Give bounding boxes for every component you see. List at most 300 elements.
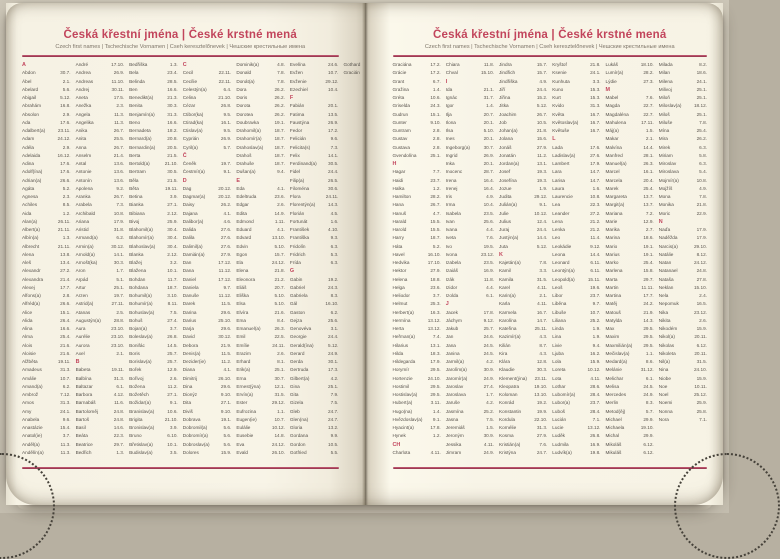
first-name: Magdaléna	[605, 111, 629, 117]
name-day-entry	[22, 441, 71, 449]
name-day-entry	[499, 342, 547, 350]
first-name: Jáchym	[445, 317, 462, 323]
name-day-date: 17.6.	[590, 144, 601, 150]
first-name: Noel	[658, 392, 669, 397]
name-day-entry	[183, 168, 232, 176]
name-day-entry	[129, 94, 178, 102]
first-name: Julie	[499, 210, 509, 216]
first-name: Dina	[182, 383, 193, 389]
name-day-entry	[393, 408, 441, 416]
name-day-date: 26.9.	[483, 152, 494, 158]
name-day-date: 7.8.	[539, 260, 548, 265]
name-day-date: 6.1.	[486, 293, 494, 298]
name-day-date: 13.7.	[643, 194, 654, 199]
name-day-date: 5.2.	[62, 185, 71, 191]
name-day-date: 11.7.	[167, 276, 178, 282]
name-day-entry	[129, 234, 178, 242]
first-name: Klement(ýna)	[499, 375, 527, 381]
name-day-date: 21.6.	[274, 309, 285, 315]
first-name: Ivona	[445, 251, 458, 257]
name-day-entry	[393, 366, 441, 374]
name-day-date: 27.11.	[111, 301, 125, 307]
name-day-date: 9.5.	[223, 128, 232, 133]
name-day-date: 4.9.	[486, 194, 494, 199]
name-day-entry	[659, 325, 707, 333]
name-day-date: 27.1.	[220, 400, 232, 406]
name-day-entry	[236, 185, 285, 193]
first-name: Heliodor	[392, 293, 410, 298]
first-name: Gothard	[343, 62, 361, 67]
name-day-entry	[659, 111, 707, 119]
name-day-entry	[499, 350, 547, 358]
first-name: Dušan(a)	[236, 169, 256, 175]
first-name: Jaroslav	[445, 383, 464, 389]
name-day-entry	[129, 350, 178, 358]
name-day-date: 16.4.	[483, 185, 494, 191]
first-name: Dimitrij	[182, 375, 198, 381]
first-name: Kvido	[552, 103, 564, 109]
name-day-date: 1.1.	[645, 350, 654, 356]
name-day-entry	[290, 210, 339, 218]
first-name: Leopold(a)	[552, 276, 575, 282]
first-name: Lola	[552, 359, 562, 364]
name-day-date: 9.4.	[592, 342, 601, 348]
first-name: Jasna	[445, 416, 459, 422]
name-day-entry	[76, 127, 125, 135]
first-name: Bernadeta	[129, 128, 151, 133]
name-day-entry	[393, 135, 441, 143]
name-day-date: 4.9.	[539, 78, 548, 84]
name-day-date: 4.11.	[537, 301, 548, 307]
first-name: Irma	[445, 202, 456, 208]
name-day-entry	[22, 177, 71, 185]
first-name: Miriam	[658, 152, 673, 158]
name-day-date: 16.3.	[430, 309, 441, 315]
name-day-entry	[290, 309, 339, 317]
first-name: Malvína	[605, 144, 622, 150]
first-name: Mečislav(a)	[605, 350, 630, 356]
name-day-date: 25.1.	[274, 367, 285, 373]
name-day-entry	[606, 127, 654, 135]
first-name: Liliana	[552, 317, 566, 323]
name-day-entry	[22, 210, 71, 218]
name-day-date: 17.8.	[430, 425, 441, 430]
name-day-entry	[236, 119, 285, 127]
name-day-entry	[606, 276, 654, 284]
first-name: Anabela	[22, 416, 40, 422]
first-name: Dalimil(a)	[182, 243, 203, 249]
name-day-date: 5.8.	[699, 152, 707, 158]
name-day-date: 17.12.	[218, 260, 232, 265]
name-day-date: 26.8.	[590, 433, 601, 439]
name-day-entry	[22, 201, 71, 209]
name-day-date: 20.4.	[643, 177, 654, 183]
name-day-date: 17.10.	[111, 62, 125, 67]
first-name: Jaroslava	[445, 392, 466, 397]
name-day-entry	[22, 333, 71, 341]
name-day-date: 23.7.	[430, 177, 441, 183]
first-name: Abelard	[22, 86, 39, 92]
name-day-entry	[76, 333, 125, 341]
name-day-date: 1.9.	[592, 326, 601, 331]
first-name: Drahuše	[236, 161, 255, 166]
first-name: Loreta	[552, 367, 566, 373]
name-day-date: 24.6.	[328, 62, 339, 67]
name-day-entry	[552, 276, 600, 284]
first-name: Darja	[182, 326, 194, 331]
name-day-date: 29.5.	[430, 383, 441, 389]
first-name: Mikoláš	[605, 441, 622, 447]
name-day-date: 21.6.	[60, 350, 71, 356]
name-day-entry	[552, 317, 600, 325]
name-day-date: 18.7.	[274, 128, 285, 133]
first-name: Metod(ěj)	[605, 408, 626, 414]
name-day-date: 30.12.	[218, 334, 232, 340]
name-day-date: 5.7.	[223, 144, 232, 150]
first-name: Juta	[499, 243, 508, 249]
name-day-date: 29.10.	[693, 243, 707, 249]
name-day-date: 11.12.	[218, 268, 232, 274]
name-day-entry	[552, 432, 600, 440]
name-day-date: 4.6.	[223, 218, 232, 224]
name-day-date: 25.7.	[167, 350, 178, 356]
name-day-entry	[236, 251, 285, 259]
name-day-entry	[236, 358, 285, 366]
header-rule	[393, 55, 708, 57]
first-name: Konrád	[499, 400, 515, 406]
first-name: Jakub	[445, 326, 459, 331]
name-day-date: 31.8.	[113, 227, 125, 232]
first-name: Melichar	[605, 375, 624, 381]
first-name: Hubert(a)	[392, 400, 413, 406]
name-day-entry	[236, 276, 285, 284]
page-subtitle: Czech first names | Tschechische Vornamen | Cseh keresztelőnevek | Чешские крестильные имена	[55, 44, 306, 50]
name-day-date: 2.4.	[699, 293, 707, 298]
first-name: Bedřiška	[129, 62, 148, 67]
first-name: Georgie	[289, 334, 307, 340]
first-name: Neklan	[658, 284, 674, 290]
name-day-date: 16.7.	[590, 128, 601, 133]
first-name: Bořivoj	[129, 375, 144, 381]
name-day-date: 19.9.	[536, 408, 548, 414]
name-day-entry	[393, 375, 441, 383]
name-day-entry	[393, 391, 441, 399]
name-day-date: 13.8.	[60, 251, 71, 257]
first-name: Květoslav(a)	[552, 119, 579, 125]
name-day-date: 17.6.	[60, 161, 71, 166]
name-day-entry	[76, 342, 125, 350]
name-day-entry	[659, 309, 707, 317]
name-day-date: 1.3.	[169, 62, 178, 67]
name-day-entry	[659, 226, 707, 234]
name-day-date: 24.4.	[328, 334, 339, 340]
name-day-entry	[183, 210, 232, 218]
name-day-entry	[129, 193, 178, 201]
name-day-entry	[393, 177, 441, 185]
name-day-entry	[606, 234, 654, 242]
first-name: Dorota	[236, 103, 251, 109]
first-name: Blažena	[129, 268, 147, 274]
first-name: Ctirad(ka)	[182, 119, 204, 125]
name-day-entry	[552, 226, 600, 234]
first-name: Lucián	[552, 416, 567, 422]
first-name: Florentýn(a)	[289, 202, 316, 208]
first-name: Irena	[445, 177, 457, 183]
name-day-entry	[499, 267, 547, 275]
name-day-entry	[236, 61, 285, 69]
name-day-date: 1.2.	[62, 210, 71, 216]
name-day-entry	[236, 292, 285, 300]
name-day-date: 4.1.	[277, 185, 285, 191]
first-name: Lea	[552, 202, 561, 208]
name-day-entry	[129, 292, 178, 300]
name-day-date: 15.2.	[536, 95, 548, 100]
first-name: Lukáš	[605, 62, 619, 67]
name-day-date: 5.3.	[330, 251, 339, 257]
name-day-date: 6.1.	[645, 375, 654, 381]
name-day-date: 19.1.	[274, 119, 285, 125]
name-day-date: 13.7.	[643, 202, 654, 208]
name-day-date: 6.11.	[590, 260, 601, 265]
name-day-date: 30.3.	[536, 367, 548, 373]
first-name: Hostislav(a)	[392, 392, 418, 397]
name-day-date: 5.6.	[223, 441, 232, 447]
name-day-entry	[606, 350, 654, 358]
first-name: Mirek	[658, 144, 671, 150]
name-day-date: 3.7.	[432, 293, 441, 298]
name-day-entry	[446, 309, 494, 317]
name-day-entry	[499, 218, 547, 226]
first-name: Alice	[22, 309, 33, 315]
first-name: Denis(a)	[182, 350, 201, 356]
first-name: Judita	[499, 194, 512, 199]
name-day-date: 25.2.	[590, 317, 601, 323]
first-name: Margareta	[605, 194, 627, 199]
name-day-entry	[236, 441, 285, 449]
name-day-entry	[183, 408, 232, 416]
first-name: Gloria	[289, 425, 303, 430]
name-day-date: 6.7.	[432, 78, 441, 84]
first-name: Hana	[392, 202, 404, 208]
first-name: Bohumír(a)	[129, 301, 153, 307]
name-day-entry	[129, 300, 178, 308]
first-name: Karmela	[499, 309, 517, 315]
first-name: Benita	[129, 103, 143, 109]
name-day-entry	[290, 358, 339, 366]
first-name: André	[75, 62, 89, 67]
name-day-date: 10.4.	[328, 86, 339, 92]
name-day-date: 27.4.	[167, 317, 178, 323]
name-day-date: 24.4.	[328, 169, 339, 175]
name-day-entry	[393, 102, 441, 110]
first-name: Karel	[499, 284, 510, 290]
name-day-entry	[129, 61, 178, 69]
first-name: Dobromil(a)	[182, 425, 208, 430]
name-day-entry	[290, 86, 339, 94]
name-day-entry	[22, 185, 71, 193]
first-name: Gustava	[392, 144, 410, 150]
name-day-entry	[76, 193, 125, 201]
first-name: Ervín(a)	[236, 392, 253, 397]
name-day-entry	[499, 300, 547, 308]
name-day-entry	[393, 424, 441, 432]
name-day-date: 29.7.	[113, 441, 125, 447]
name-day-date: 19.8.	[590, 449, 601, 455]
first-name: Heřman(a)	[392, 334, 415, 340]
first-name: Graciána	[392, 62, 412, 67]
name-day-date: 7.4.	[432, 334, 441, 340]
name-day-entry	[499, 243, 547, 251]
letter-header: B	[75, 359, 80, 365]
name-day-date: 25.2.	[483, 408, 494, 414]
name-day-date: 8.11.	[167, 301, 178, 307]
name-day-entry	[183, 309, 232, 317]
name-day-entry	[393, 243, 441, 251]
first-name: Aristid	[75, 227, 89, 232]
name-day-date: 31.3.	[60, 367, 71, 373]
name-day-date: 16.6.	[60, 326, 71, 331]
name-day-date: 10.8.	[113, 210, 125, 216]
name-day-date: 3.3.	[592, 78, 601, 84]
name-day-entry	[393, 333, 441, 341]
name-day-date: 17.12.	[218, 276, 232, 282]
name-day-entry	[606, 424, 654, 432]
first-name: Mína	[658, 128, 670, 133]
first-name: Hynek	[392, 433, 406, 439]
name-day-entry	[290, 391, 339, 399]
first-name: Bohuš	[129, 317, 143, 323]
name-day-date: 15.1.	[60, 309, 71, 315]
name-day-date: 15.7.	[536, 70, 548, 76]
first-name: Ariana	[75, 218, 90, 224]
name-day-entry	[393, 432, 441, 440]
first-name: Božetěch	[129, 392, 149, 397]
first-name: Nela	[658, 293, 669, 298]
first-name: Marius	[605, 251, 620, 257]
first-name: Natálie	[658, 251, 674, 257]
name-day-entry	[22, 292, 71, 300]
name-day-date: 24.1.	[696, 78, 707, 84]
first-name: Aranka	[75, 194, 91, 199]
name-day-entry	[393, 86, 441, 94]
name-day-entry	[552, 243, 600, 251]
letter-header: E	[236, 177, 240, 184]
name-day-entry	[446, 366, 494, 374]
first-name: Mahulena	[605, 119, 627, 125]
name-day-entry	[236, 309, 285, 317]
first-name: Milan	[658, 70, 670, 76]
first-name: Hugo(na)	[392, 408, 413, 414]
name-day-entry	[22, 144, 71, 152]
first-name: Bedřich	[75, 449, 92, 455]
first-name: Martina	[605, 293, 622, 298]
name-day-entry	[183, 317, 232, 325]
first-name: Gracián	[343, 70, 360, 76]
first-name: Gina	[289, 383, 300, 389]
name-day-date: 23.10.	[111, 326, 125, 331]
name-day-list	[22, 61, 361, 465]
name-day-entry	[552, 251, 600, 259]
name-day-date: 6.2.	[116, 235, 125, 241]
name-day-date: 30.11.	[111, 86, 125, 92]
first-name: Kajetán(a)	[499, 260, 521, 265]
first-name: Blahomil(a)	[129, 227, 153, 232]
name-day-entry	[183, 144, 232, 152]
first-name: Darius	[182, 317, 197, 323]
name-day-entry	[76, 284, 125, 292]
name-day-entry	[606, 160, 654, 168]
name-day-entry	[552, 234, 600, 242]
first-name: Alma	[22, 334, 33, 340]
name-day-date: 30.4.	[167, 243, 178, 249]
name-day-date: 16.7.	[590, 111, 601, 117]
first-name: Andreas	[75, 78, 94, 84]
name-day-entry	[22, 317, 71, 325]
first-name: Chval	[445, 70, 458, 76]
first-name: Jiřina	[499, 95, 511, 100]
first-name: Matěj	[605, 301, 617, 307]
name-day-date: 8.7.	[539, 342, 548, 348]
first-name: Bibiana	[129, 210, 145, 216]
book-gutter-shadow	[362, 3, 368, 505]
name-day-date: 4.1.	[223, 367, 232, 373]
first-name: Amálie	[22, 375, 37, 381]
name-day-date: 25.1.	[696, 86, 707, 92]
name-day-date: 18.7.	[274, 136, 285, 142]
first-name: Květa	[552, 111, 565, 117]
first-name: Erazim	[236, 350, 251, 356]
name-day-date: 20.1.	[483, 136, 494, 142]
first-name: Jitka	[499, 103, 509, 109]
name-day-entry	[552, 416, 600, 424]
name-day-date: 24.11.	[272, 342, 285, 348]
name-day-date: 26.11.	[57, 218, 71, 224]
name-day-date: 14.3.	[328, 202, 339, 208]
first-name: Lenka	[552, 227, 566, 232]
first-name: Margit(a)	[605, 202, 625, 208]
first-name: Libuše	[552, 309, 567, 315]
first-name: Naděžda	[658, 235, 678, 241]
name-day-entry	[659, 210, 707, 218]
name-day-date: 11.8.	[483, 276, 494, 282]
name-day-date: 27.9.	[536, 433, 548, 439]
first-name: Jana	[445, 342, 456, 348]
first-name: Monika	[658, 202, 674, 208]
name-day-date: 6.4.	[223, 86, 232, 92]
first-name: Mojžíš	[658, 185, 673, 191]
name-day-entry	[552, 391, 600, 399]
first-name: Ben	[129, 86, 138, 92]
name-day-date: 26.7.	[536, 111, 548, 117]
name-day-date: 10.1.	[167, 268, 178, 274]
name-day-date: 25.8.	[696, 408, 707, 414]
name-day-date: 24.8.	[696, 268, 707, 274]
name-day-date: 2.12.	[167, 251, 178, 257]
name-day-entry	[22, 391, 71, 399]
name-day-date: 4.4.	[486, 284, 494, 290]
name-day-date: 19.11.	[111, 367, 125, 373]
first-name: Marko	[605, 260, 619, 265]
letter-header: A	[22, 62, 26, 68]
first-name: Mojmír(a)	[658, 177, 679, 183]
first-name: Aida	[22, 210, 32, 216]
name-day-entry	[606, 94, 654, 102]
name-day-entry	[22, 300, 71, 308]
letter-header: J	[445, 301, 449, 308]
name-day-date: 13.5.	[328, 111, 339, 117]
letter-header: F	[289, 95, 294, 101]
first-name: Lumír(a)	[605, 70, 624, 76]
